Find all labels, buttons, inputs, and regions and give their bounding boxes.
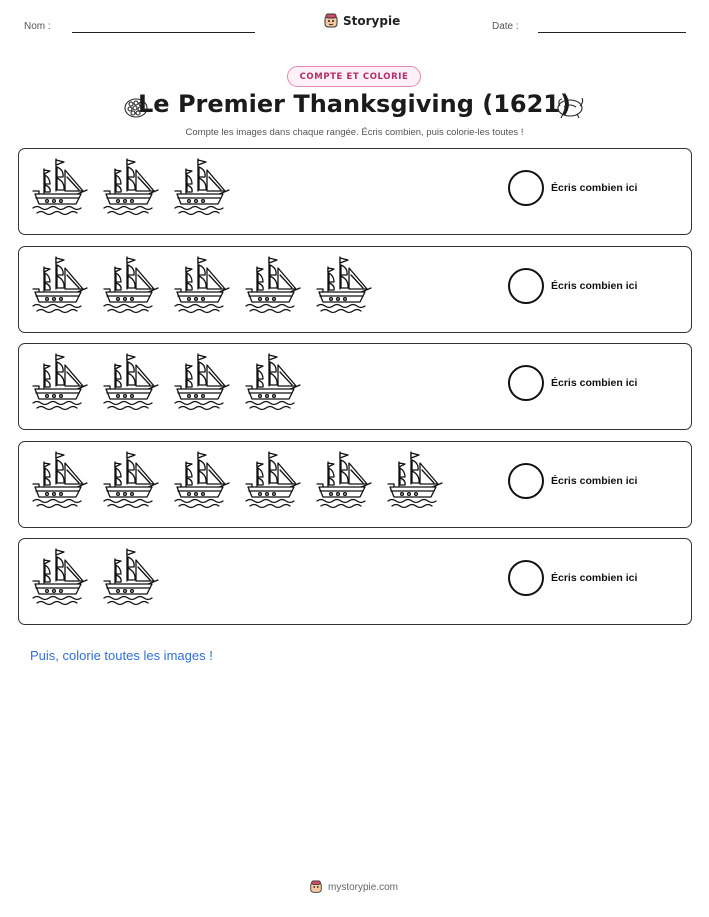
mayflower-ship-icon [173,255,231,315]
mayflower-ship-icon [244,352,302,412]
mayflower-ship-icon [102,450,160,510]
mayflower-ship-icon [173,352,231,412]
answer-label: Écris combien ici [551,572,638,584]
site-footer [309,880,398,894]
name-line[interactable] [72,32,255,33]
answer-label: Écris combien ici [551,377,638,389]
mayflower-ship-icon [31,157,89,217]
coloring-instruction: Puis, colorie toutes les images ! [30,648,213,663]
mayflower-ship-icon [102,157,160,217]
mayflower-ship-icon [315,450,373,510]
ship-group [31,255,373,315]
mayflower-ship-icon [102,547,160,607]
counting-row-5 [18,538,692,625]
mayflower-ship-icon [173,157,231,217]
answer-circle[interactable] [508,463,544,499]
mayflower-ship-icon [244,255,302,315]
activity-badge: COMPTE ET COLORIE [287,66,421,87]
page-title: Le Premier Thanksgiving (1621) [138,90,571,118]
answer-label: Écris combien ici [551,182,638,194]
counting-row-2 [18,246,692,333]
mayflower-ship-icon [315,255,373,315]
answer-label: Écris combien ici [551,280,638,292]
mayflower-ship-icon [31,450,89,510]
counting-row-1 [18,148,692,235]
storypie-logo [323,13,400,29]
answer-circle[interactable] [508,560,544,596]
mayflower-ship-icon [31,352,89,412]
ship-group [31,352,302,412]
storypie-mascot-icon [323,13,339,29]
turkey-icon [553,94,587,120]
date-line[interactable] [538,32,686,33]
mayflower-ship-icon [102,255,160,315]
ship-group [31,157,231,217]
site-url: mystorypie.com [328,881,399,893]
answer-circle[interactable] [508,365,544,401]
storypie-mascot-icon [309,880,323,894]
mayflower-ship-icon [102,352,160,412]
counting-row-4 [18,441,692,528]
brand-name: Storypie [343,14,401,28]
answer-circle[interactable] [508,170,544,206]
instructions: Compte les images dans chaque rangée. Écris combien, puis colorie-les toutes ! [185,127,524,138]
ship-group [31,547,160,607]
mayflower-ship-icon [31,255,89,315]
name-label: Nom : [24,21,51,32]
counting-row-3 [18,343,692,430]
mayflower-ship-icon [244,450,302,510]
date-label: Date : [492,21,519,32]
mayflower-ship-icon [31,547,89,607]
mayflower-ship-icon [386,450,444,510]
ship-group [31,450,444,510]
answer-circle[interactable] [508,268,544,304]
mayflower-ship-icon [173,450,231,510]
answer-label: Écris combien ici [551,475,638,487]
